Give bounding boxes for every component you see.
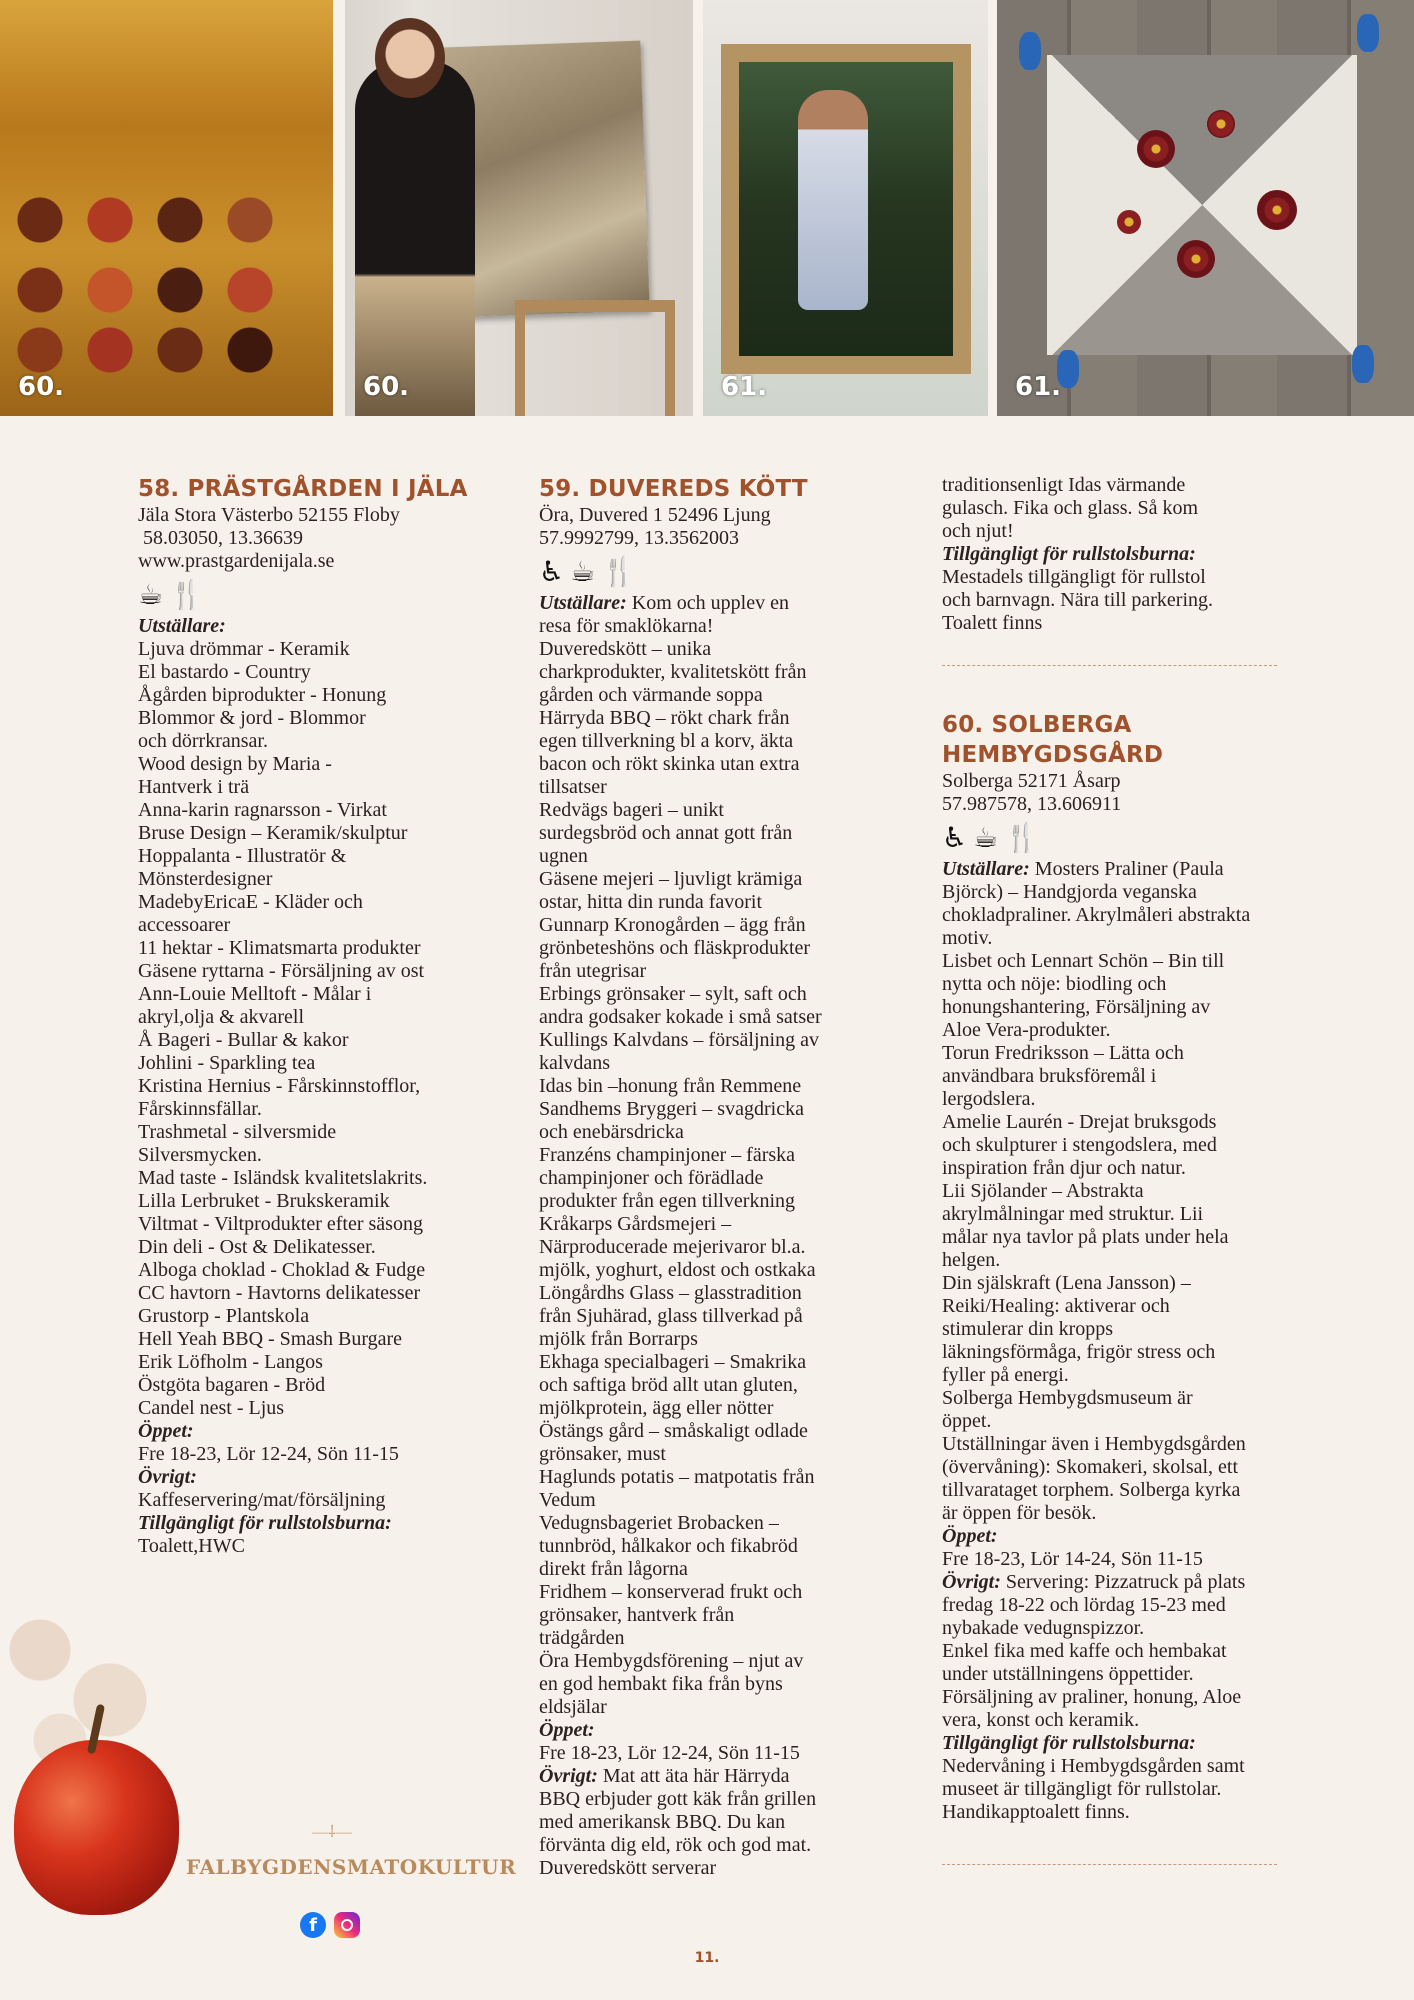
exhibitor-line: inspiration från djur och natur.	[942, 1157, 1186, 1179]
exhibitor-line: från utegrisar	[539, 960, 647, 982]
exhibitor-line: Vedum	[539, 1489, 596, 1511]
accessibility-text	[942, 566, 1302, 635]
easel	[515, 300, 675, 416]
exhibitor-line: direkt från lågorna	[539, 1558, 688, 1580]
exhibitor-line: Gäsene mejeri – ljuvligt krämiga	[539, 868, 803, 890]
facebook-icon[interactable]: f	[300, 1912, 326, 1938]
address-line: Jäla Stora Västerbo 52155 Floby	[138, 504, 400, 526]
other-first-line	[942, 1571, 1302, 1594]
framed-figure	[798, 90, 868, 310]
exhibitor-line: Fårskinnsfällar.	[138, 1098, 262, 1120]
exhibitors-intro	[539, 592, 869, 615]
photo-number-label: 60.	[18, 372, 65, 402]
photo-number-label: 61.	[1015, 372, 1062, 402]
accessibility-line: Handikapptoalett finns.	[942, 1801, 1130, 1823]
brand-logo-text: FALBYGDENSMATOKULTUR	[186, 1855, 517, 1879]
other-line: Enkel fika med kaffe och hembakat	[942, 1640, 1227, 1662]
exhibitor-line: Närproducerade mejerivaror bl.a.	[539, 1236, 806, 1258]
exhibitor-line: produkter från egen tillverkning	[539, 1190, 796, 1212]
exhibitor-line: Gäsene ryttarna - Försäljning av ost	[138, 960, 425, 982]
exhibitors-intro-text: Kom och upplev en	[626, 592, 789, 614]
website-line: www.prastgardenijala.se	[138, 550, 335, 572]
exhibitor-line: fyller på energi.	[942, 1364, 1069, 1386]
exhibitor-line: charkprodukter, kvalitetskött från	[539, 661, 807, 683]
section-divider	[942, 1864, 1277, 1865]
exhibitor-line: ostar, hitta din runda favorit	[539, 891, 763, 913]
exhibitor-line: Kråkarps Gårdsmejeri –	[539, 1213, 732, 1235]
exhibitor-line: och dörrkransar.	[138, 730, 268, 752]
exhibitor-line: Hantverk i trä	[138, 776, 250, 798]
exhibitor-line: helgen.	[942, 1249, 1001, 1271]
tassel	[1019, 32, 1041, 70]
exhibitor-line: Candel nest - Ljus	[138, 1397, 285, 1419]
exhibitor-line: Torun Fredriksson – Lätta och	[942, 1042, 1184, 1064]
exhibitor-line: nytta och nöje: biodling och	[942, 973, 1167, 995]
exhibitor-line: Hell Yeah BBQ - Smash Burgare	[138, 1328, 403, 1350]
accessibility-label: Tillgängligt för rullstolsburna:	[942, 543, 1196, 565]
exhibitor-line: Anna-karin ragnarsson - Virkat	[138, 799, 387, 821]
open-label: Öppet:	[539, 1719, 595, 1741]
exhibitor-line: Trashmetal - silversmide	[138, 1121, 337, 1143]
exhibitor-line: Franzéns champinjoner – färska	[539, 1144, 796, 1166]
exhibitor-list	[942, 881, 1302, 1525]
page-number: 11.	[694, 1950, 720, 1966]
exhibitor-line: tunnbröd, hålkakor och fikabröd	[539, 1535, 798, 1557]
exhibitors-intro-text: Mosters Praliner (Paula	[1029, 858, 1224, 880]
exhibitor-line: Fridhem – konserverad frukt och	[539, 1581, 803, 1603]
exhibitor-line: öppet.	[942, 1410, 992, 1432]
exhibitor-line: (övervåning): Skomakeri, skolsal, ett	[942, 1456, 1239, 1478]
open-label: Öppet:	[138, 1420, 194, 1442]
entry-title: 59. DUVEREDS KÖTT	[539, 476, 808, 502]
exhibitor-line: Blommor & jord - Blommor	[138, 707, 366, 729]
exhibitor-line: Wood design by Maria -	[138, 753, 332, 775]
entry-title: 58. PRÄSTGÅRDEN I JÄLA	[138, 476, 468, 502]
exhibitor-line: grönsaker, hantverk från	[539, 1604, 735, 1626]
other-text	[942, 1594, 1302, 1732]
exhibitor-line: och skulpturer i stengodslera, med	[942, 1134, 1217, 1156]
exhibitor-line: MadebyEricaE - Kläder och	[138, 891, 363, 913]
exhibitor-line: honungshantering, Försäljning av	[942, 996, 1211, 1018]
photo-row	[0, 0, 1414, 416]
other-label: Övrigt:	[942, 1571, 1001, 1593]
other-line: Duveredskött serverar	[539, 1857, 717, 1879]
cutlery-icon: 🍴	[601, 555, 637, 588]
entry-59	[539, 474, 869, 1880]
exhibitor-line: bacon och rökt skinka utan extra	[539, 753, 800, 775]
exhibitor-line: Ågården biprodukter - Honung	[138, 684, 387, 706]
exhibitor-line: CC havtorn - Havtorns delikatesser	[138, 1282, 421, 1304]
other-text	[539, 1788, 869, 1880]
coffee-icon: ☕	[138, 578, 164, 611]
exhibitor-line: Silversmycken.	[138, 1144, 262, 1166]
other-line: nybakade vedugnspizzor.	[942, 1617, 1145, 1639]
exhibitor-line: Idas bin –honung från Remmene	[539, 1075, 802, 1097]
exhibitor-line: akrylmålningar med struktur. Lii	[942, 1203, 1204, 1225]
amenity-icons	[942, 822, 1302, 854]
exhibitor-line: Å Bageri - Bullar & kakor	[138, 1029, 349, 1051]
exhibitor-line: mjölk från Borrarps	[539, 1328, 698, 1350]
exhibitor-line: Alboga choklad - Choklad & Fudge	[138, 1259, 426, 1281]
exhibitor-list	[539, 615, 869, 1719]
embroidered-flower	[1177, 240, 1215, 278]
coordinates-line: 58.03050, 13.36639	[138, 527, 303, 549]
exhibitor-line: surdegsbröd och annat gott från	[539, 822, 793, 844]
other-line: vera, konst och keramik.	[942, 1709, 1140, 1731]
other-label: Övrigt:	[138, 1466, 197, 1488]
exhibitor-line: mjölkprotein, ägg eller nötter	[539, 1397, 774, 1419]
exhibitor-list	[138, 638, 488, 1420]
exhibitor-line: Ekhaga specialbageri – Smakrika	[539, 1351, 807, 1373]
instagram-icon[interactable]	[334, 1912, 360, 1938]
cutlery-icon: 🍴	[1004, 821, 1040, 854]
other-line: fredag 18-22 och lördag 15-23 med	[942, 1594, 1226, 1616]
exhibitor-line: och enebärsdricka	[539, 1121, 684, 1143]
exhibitor-line: Lii Sjölander – Abstrakta	[942, 1180, 1144, 1202]
embroidered-flower	[1207, 110, 1235, 138]
embroidered-flower	[1117, 210, 1141, 234]
open-hours: Fre 18-23, Lör 14-24, Sön 11-15	[942, 1548, 1203, 1570]
address-line: Öra, Duvered 1 52496 Ljung	[539, 504, 771, 526]
exhibitor-line: Amelie Laurén - Drejat bruksgods	[942, 1111, 1217, 1133]
continued-line: traditionsenligt Idas värmande	[942, 474, 1186, 496]
exhibitor-line: och saftiga bröd allt utan gluten,	[539, 1374, 798, 1396]
exhibitor-line: stimulerar din kropps	[942, 1318, 1114, 1340]
exhibitor-line: eldsjälar	[539, 1696, 607, 1718]
exhibitor-line: läkningsförmåga, frigör stress och	[942, 1341, 1216, 1363]
coordinates-line: 57.987578, 13.606911	[942, 793, 1122, 815]
exhibitor-line: från Sjuhärad, glass tillverkad på	[539, 1305, 803, 1327]
exhibitors-label: Utställare:	[138, 615, 226, 637]
continued-line: gulasch. Fika och glass. Så kom	[942, 497, 1199, 519]
entry-60	[942, 474, 1302, 1909]
other-text: Kaffeservering/mat/försäljning	[138, 1489, 386, 1511]
exhibitor-line: Erik Löfholm - Langos	[138, 1351, 323, 1373]
photo-number-label: 61.	[721, 372, 768, 402]
exhibitor-line: Östgöta bagaren - Bröd	[138, 1374, 326, 1396]
open-hours: Fre 18-23, Lör 12-24, Sön 11-15	[138, 1443, 399, 1465]
other-line: förvänta dig eld, rök och god mat.	[539, 1834, 812, 1856]
cutlery-icon: 🍴	[169, 578, 204, 611]
address-line: Solberga 52171 Åsarp	[942, 770, 1121, 792]
exhibitor-line: Gunnarp Kronogården – ägg från	[539, 914, 806, 936]
exhibitor-line: användbara bruksföremål i	[942, 1065, 1157, 1087]
exhibitor-line: Haglunds potatis – matpotatis från	[539, 1466, 815, 1488]
exhibitor-line: gården och värmande soppa	[539, 684, 763, 706]
embroidered-flower	[1257, 190, 1297, 230]
other-line: med amerikansk BBQ. Du kan	[539, 1811, 786, 1833]
other-line: under utställningens öppettider.	[942, 1663, 1194, 1685]
exhibitor-line: Härryda BBQ – rökt chark från	[539, 707, 790, 729]
exhibitor-line: 11 hektar - Klimatsmarta produkter	[138, 937, 421, 959]
photo-framed-picture	[703, 0, 988, 416]
exhibitor-line: grönbeteshöns och fläskprodukter	[539, 937, 811, 959]
exhibitor-line: Ann-Louie Melltoft - Målar i	[138, 983, 372, 1005]
exhibitor-line: andra godsaker kokade i små satser	[539, 1006, 822, 1028]
exhibitor-line: är öppen för besök.	[942, 1502, 1097, 1524]
continued-line: och njut!	[942, 520, 1014, 542]
coffee-icon: ☕	[570, 555, 596, 588]
social-links	[300, 1912, 360, 1938]
exhibitor-line: Hoppalanta - Illustratör &	[138, 845, 347, 867]
photo-embroidered-textile	[997, 0, 1414, 416]
exhibitor-line: Kullings Kalvdans – försäljning av	[539, 1029, 819, 1051]
open-label: Öppet:	[942, 1525, 998, 1547]
exhibitor-line: en god hembakt fika från byns	[539, 1673, 783, 1695]
exhibitor-line: chokladpraliner. Akrylmåleri abstrakta	[942, 904, 1251, 926]
exhibitor-line: Aloe Vera-produkter.	[942, 1019, 1111, 1041]
embroidered-flower	[1137, 130, 1175, 168]
exhibitor-line: Löngårdhs Glass – glasstradition	[539, 1282, 802, 1304]
exhibitors-label: Utställare:	[942, 858, 1030, 880]
exhibitor-line: Mad taste - Isländsk kvalitetslakrits.	[138, 1167, 428, 1189]
amenity-icons	[539, 556, 869, 588]
exhibitor-line: kalvdans	[539, 1052, 611, 1074]
artist-figure	[355, 60, 475, 416]
photo-number-label: 60.	[363, 372, 410, 402]
exhibitor-line: målar nya tavlor på plats under hela	[942, 1226, 1229, 1248]
exhibitor-line: Öra Hembygdsförening – njut av	[539, 1650, 804, 1672]
exhibitor-line: Grustorp - Plantskola	[138, 1305, 310, 1327]
exhibitor-line: Solberga Hembygdsmuseum är	[942, 1387, 1193, 1409]
exhibitor-line: Lisbet och Lennart Schön – Bin till	[942, 950, 1225, 972]
exhibitor-line: Sandhems Bryggeri – svagdricka	[539, 1098, 804, 1120]
exhibitor-line: Mönsterdesigner	[138, 868, 273, 890]
apple-illustration	[14, 1740, 179, 1915]
accessibility-label: Tillgängligt för rullstolsburna:	[942, 1732, 1196, 1754]
exhibitor-line: champinjoner och förädlade	[539, 1167, 764, 1189]
exhibitor-line: Ljuva drömmar - Keramik	[138, 638, 350, 660]
accessibility-text	[942, 1755, 1302, 1824]
exhibitor-line: egen tillverkning bl a korv, äkta	[539, 730, 794, 752]
exhibitors-label: Utställare:	[539, 592, 627, 614]
accessibility-line: Mestadels tillgängligt för rullstol	[942, 566, 1206, 588]
accessibility-line: och barnvagn. Nära till parkering.	[942, 589, 1214, 611]
exhibitor-line: motiv.	[942, 927, 993, 949]
exhibitor-line: Utställningar även i Hembygdsgården	[942, 1433, 1246, 1455]
exhibitor-line: Redvägs bageri – unikt	[539, 799, 724, 821]
exhibitor-line: Din deli - Ost & Delikatesser.	[138, 1236, 376, 1258]
accessibility-line: Toalett finns	[942, 612, 1043, 634]
other-line: BBQ erbjuder gott käk från grillen	[539, 1788, 817, 1810]
exhibitor-line: Lilla Lerbruket - Brukskeramik	[138, 1190, 390, 1212]
exhibitor-line: Östängs gård – småskaligt odlade	[539, 1420, 808, 1442]
exhibitor-line: lergodslera.	[942, 1088, 1036, 1110]
exhibitors-intro	[942, 858, 1302, 881]
other-label: Övrigt:	[539, 1765, 598, 1787]
entry-title: 60. SOLBERGA HEMBYGDSGÅRD	[942, 712, 1164, 768]
exhibitor-line: Bruse Design – Keramik/skulptur	[138, 822, 408, 844]
accessibility-line: museet är tillgängligt för rullstolar.	[942, 1778, 1222, 1800]
exhibitor-line: grönsaker, must	[539, 1443, 666, 1465]
tassel	[1352, 345, 1374, 383]
artist-head	[375, 18, 445, 98]
exhibitor-line: trädgården	[539, 1627, 625, 1649]
entry-58	[138, 474, 488, 1558]
exhibitor-line: Duveredskött – unika	[539, 638, 712, 660]
wheelchair-icon: ♿	[942, 821, 968, 854]
section-divider	[942, 665, 1277, 666]
continued-text	[942, 474, 1302, 543]
embroidered-mat	[1047, 55, 1357, 355]
coordinates-line: 57.9992799, 13.3562003	[539, 527, 739, 549]
accessibility-label: Tillgängligt för rullstolsburna:	[138, 1512, 392, 1534]
exhibitor-line: ugnen	[539, 845, 588, 867]
exhibitor-line: Viltmat - Viltprodukter efter säsong	[138, 1213, 423, 1235]
exhibitor-line: akryl,olja & akvarell	[138, 1006, 305, 1028]
exhibitor-line: Kristina Hernius - Fårskinnstofflor,	[138, 1075, 421, 1097]
exhibitor-line: Johlini - Sparkling tea	[138, 1052, 316, 1074]
other-first-text: Mat att äta här Härryda	[597, 1765, 790, 1787]
other-line: Försäljning av praliner, honung, Aloe	[942, 1686, 1242, 1708]
accessibility-text: Toalett,HWC	[138, 1535, 245, 1557]
exhibitor-line: El bastardo - Country	[138, 661, 311, 683]
open-hours: Fre 18-23, Lör 12-24, Sön 11-15	[539, 1742, 800, 1764]
wheelchair-icon: ♿	[539, 555, 565, 588]
exhibitor-line: tillvarataget torphem. Solberga kyrka	[942, 1479, 1241, 1501]
tassel	[1357, 14, 1379, 52]
exhibitor-line: Björck) – Handgjorda veganska	[942, 881, 1197, 903]
exhibitor-line: Vedugnsbageriet Brobacken –	[539, 1512, 779, 1534]
exhibitor-line: Din själskraft (Lena Jansson) –	[942, 1272, 1191, 1294]
photo-artist-with-painting	[345, 0, 693, 416]
exhibitor-line: accessoarer	[138, 914, 231, 936]
exhibitor-line: mjölk, yoghurt, eldost och ostkaka	[539, 1259, 816, 1281]
other-first-text: Servering: Pizzatruck på plats	[1000, 1571, 1246, 1593]
exhibitor-line: Erbings grönsaker – sylt, saft och	[539, 983, 807, 1005]
accessibility-line: Nedervåning i Hembygdsgården samt	[942, 1755, 1245, 1777]
coffee-icon: ☕	[973, 821, 999, 854]
amenity-icons	[138, 579, 488, 611]
exhibitor-line: tillsatser	[539, 776, 607, 798]
exhibitor-line: resa för smaklökarna!	[539, 615, 714, 637]
photo-pralines	[0, 0, 333, 416]
other-first-line	[539, 1765, 869, 1788]
exhibitor-line: Reiki/Healing: aktiverar och	[942, 1295, 1170, 1317]
brand-ornament: —⸸—	[312, 1824, 352, 1841]
